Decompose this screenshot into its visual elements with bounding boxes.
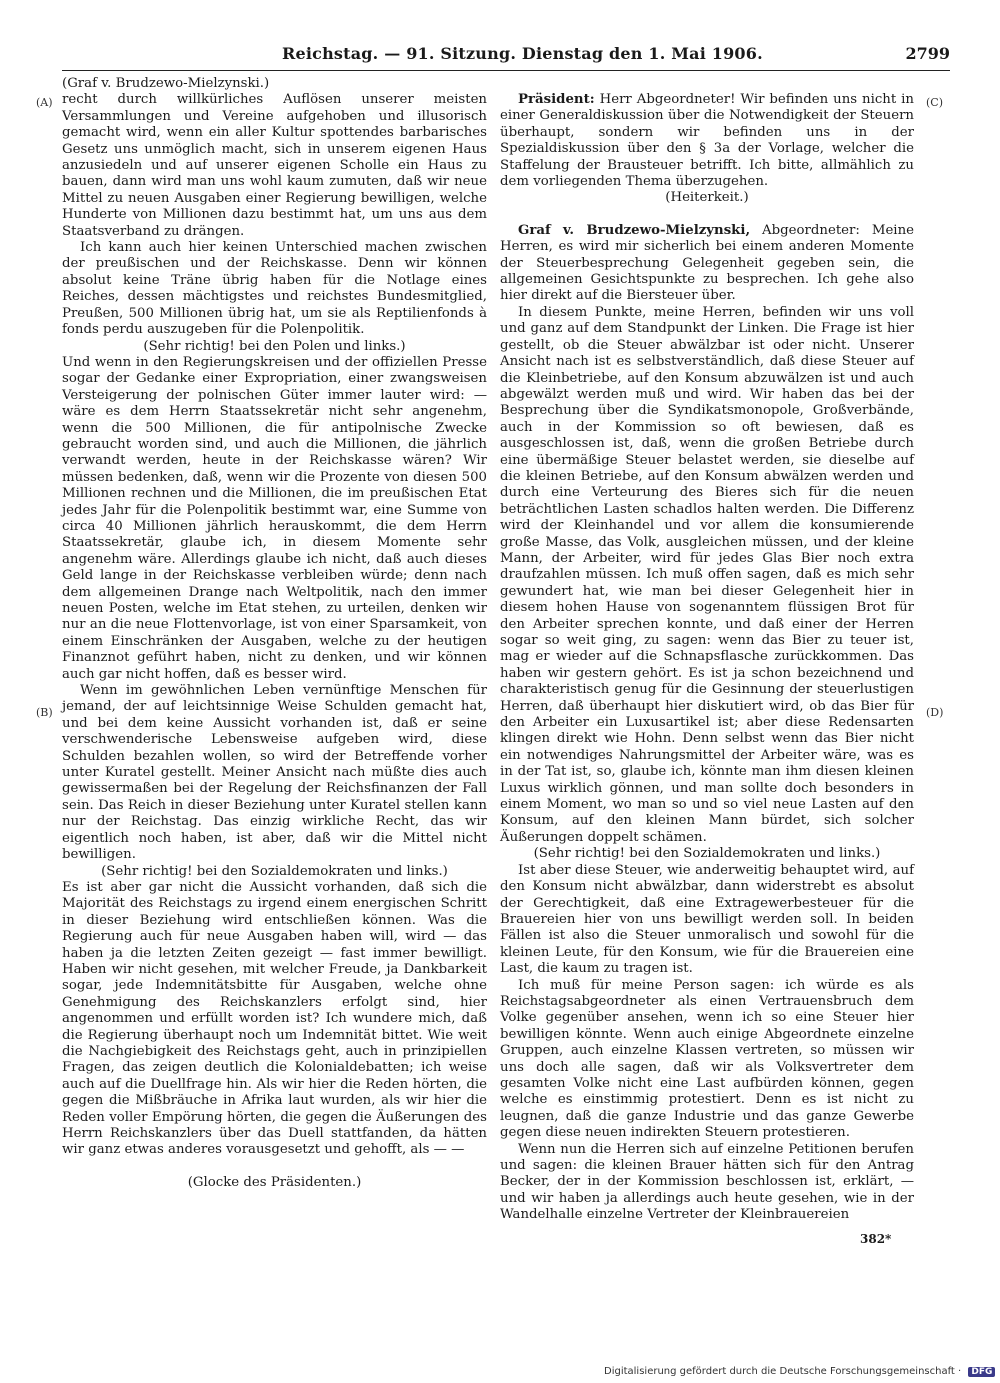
- page-number: 2799: [905, 44, 950, 63]
- header-rule: [62, 70, 950, 71]
- paragraph: Ist aber diese Steuer, wie anderweitig behauptet wird, auf den Konsum nicht abwälzbar, dann widerstrebt es absolut der Gerechtigkeit, daß eine Extragewerbesteuer für die Brauereien hier von uns bewilligt werden soll. In beiden Fällen ist also die Steuer unmoralisch und sowohl für die kleinen Leute, für den Konsum, wie für die Brauereien eine Last, die kaum zu tragen ist.: [500, 862, 914, 977]
- signature-mark: 382*: [860, 1232, 892, 1246]
- president-text: Herr Abgeordneter! Wir befinden uns nicht in einer Generaldiskussion über die Notwendigkeit der Steuern überhaupt, sondern wir befinden uns in der Spezialdiskussion über den § 3a der Vorlage, welcher die Staffelung der Brausteuer betrifft. Ich bitte, allmählich zu dem vorliegenden Thema überzugehen.: [500, 92, 914, 190]
- paragraph: Und wenn in den Regierungskreisen und der offiziellen Presse sogar der Gedanke einer Expropriation, einer zwangsweisen Versteigerung der polnischen Güter immer lauter wird: — wäre es dem Herrn Staatssekretär nicht sehr angenehm, wenn die 500 Millionen, die für antipolnische Zwecke gebraucht worden sind, und auch die Millionen, die jährlich verwandt werden, heute in der Reichskasse wären? Wir müssen bedenken, daß, wenn wir die Prozente von diesen 500 Millionen rechnen und die Millionen, die im preußischen Etat jedes Jahr für die Polenpolitik bestimmt war, eine Summe von circa 40 Millionen jährlich herauskommt, die dem Herrn Staatssekretär, glaube ich, in diesem Momente sehr angenehm wäre. Allerdings glaube ich nicht, daß auch dieses Geld lange in der Reichskasse verbleiben würde; denn nach dem allgemeinen Drange nach Weltpolitik, nach den immer neuen Posten, welche im Etat stehen, zu urteilen, denken wir nur an die neue Flottenvorlage, ist von einer Sparsamkeit, von einem Einschränken der Ausgaben, welche zu der heutigen Finanznot geführt haben, nicht zu denken, und wir können auch gar nicht hoffen, daß es besser wird.: [62, 354, 487, 682]
- margin-mark-c: (C): [926, 96, 943, 109]
- left-column: [62, 76, 487, 1191]
- reaction: (Glocke des Präsidenten.): [187, 1174, 362, 1190]
- reaction: (Sehr richtig! bei den Sozialdemokraten und links.): [101, 863, 448, 879]
- header-title: Reichstag. — 91. Sitzung. Dienstag den 1. Mai 1906.: [282, 44, 763, 63]
- margin-mark-a: (A): [36, 96, 53, 109]
- paragraph: Wenn nun die Herren sich auf einzelne Petitionen berufen und sagen: die kleinen Brauer hätten sich für den Antrag Becker, der in der Kommission beschlossen ist, erklärt, — und wir haben ja allerdings auch heute gesehen, wie in der Wandelhalle einzelne Vertreter der Kleinbrauereien: [500, 1141, 914, 1223]
- paragraph: Ich muß für meine Person sagen: ich würde es als Reichstagsabgeordneter als einen Vertrauensbruch dem Volke gegenüber ansehen, wenn ich so eine Steuer hier bewilligen könnte. Wenn auch einige Abgeordnete einzelne Gruppen, auch einzelne Klassen vertreten, so müssen wir uns doch alle sagen, daß wir als Volksvertreter dem gesamten Volke nicht eine Last aufbürden können, gegen welche es einstimmig protestiert. Denn es ist nicht zu leugnen, daß die ganze Industrie und das ganze Gewerbe gegen diese neuen indirekten Steuern protestieren.: [500, 977, 914, 1141]
- dfg-logo: DFG: [968, 1367, 995, 1377]
- president-label: Präsident:: [518, 92, 595, 107]
- footer-text: Digitalisierung gefördert durch die Deutsche Forschungsgemeinschaft ·: [604, 1366, 962, 1377]
- reaction: (Sehr richtig! bei den Sozialdemokraten und links.): [533, 846, 881, 862]
- paragraph: In diesem Punkte, meine Herren, befinden wir uns voll und ganz auf dem Standpunkt der Linken. Die Frage ist hier gestellt, ob die Steuer abwälzbar ist oder nicht. Unserer Ansicht nach ist es selbstverständlich, daß diese Steuer auf die Kleinbetriebe, auf den Konsum abzuwälzen ist und auch abgewälzt werden muß und wird. Wir haben das bei der Besprechung über die Syndikatsmonopole, Großverbände, auch in der Kommission so oft bewiesen, daß es ausgeschlossen ist, daß, wenn die großen Betriebe durch eine übermäßige Steuer belastet werden, sie dieselbe auf die kleinen Betriebe, auf den Konsum abwälzen werden und durch eine Verteurung des Bieres sich für die neuen beträchtlichen Lasten schadlos halten werden. Die Differenz wird der Kleinhandel und vor allem die konsumierende große Masse, das Volk, ausgleichen müssen, und der kleine Mann, der Arbeiter, wird für jedes Glas Bier noch extra draufzahlen müssen. Ich muß offen sagen, daß es mich sehr gewundert hat, wie man bei dieser Gelegenheit hier in diesem hohen Hause von sogenanntem flüssigen Brot für den Arbeiter sprechen konnte, und daß einer der Herren sogar so weit ging, zu sagen: wenn das Bier zu teuer ist, mag er wieder auf die Schnapsflasche zurückkommen. Das haben wir gestern gehört. Es ist ja schon bezeichnend und charakteristisch genug für die Gesinnung der steuerlustigen Herren, daß überhaupt hier diskutiert wird, ob das Bier für den Arbeiter ein Luxusartikel ist; aber diese Redensarten klingen direkt wie Hohn. Denn selbst wenn das Bier nicht ein notwendiges Nahrungsmittel der Arbeiter wäre, was es in der Tat ist, so, glaube ich, könnte man ihm diesen kleinen Luxus wirklich gönnen, und man sollte doch besonders in einem Moment, wo man so und so viel neue Lasten auf den Konsum, auf den kleinen Mann bürdet, sich solcher Äußerungen doppelt schämen.: [500, 304, 914, 845]
- footer: [604, 1366, 995, 1377]
- speaker-text: Abgeordneter: Meine Herren, es wird mir sicherlich bei einem anderen Momente der Steuerbesprechung Gelegenheit gegeben sein, die allgemeinen Gesichtspunkte zu besprechen. Ich gehe also hier direkt auf die Biersteuer über.: [500, 222, 914, 304]
- reaction: (Sehr richtig! bei den Polen und links.): [143, 338, 406, 354]
- margin-mark-d: (D): [926, 706, 944, 719]
- right-column: [500, 76, 914, 1224]
- president-remark: [500, 92, 914, 190]
- paragraph: recht durch willkürliches Auflösen unserer meisten Versammlungen und Vereine aufgehoben und illusorisch gemacht wird, wenn ein aller Kultur spottendes barbarisches Gesetz uns unmöglich macht, sich in unserem eigenen Haus anzusiedeln und auf unserer eigenen Scholle ein Haus zu bauen, dann wird man uns wohl kaum zumuten, daß wir neue Mittel zu neuen Ausgaben einer Regierung bewilligen, welche Hunderte von Millionen dazu bestimmt hat, um uns aus dem Staatsverband zu drängen.: [62, 92, 487, 239]
- speaker-remark: [500, 223, 914, 305]
- speaker-label: Graf v. Brudzewo-Mielzynski,: [518, 222, 751, 238]
- paragraph: Es ist aber gar nicht die Aussicht vorhanden, daß sich die Majorität des Reichstags zu irgend einem energischen Schritt in dieser Beziehung wird entschließen können. Was die Regierung auch für neue Ausgaben haben will, wird — das haben ja die letzten Zeiten gezeigt — fast immer bewilligt. Haben wir nicht gesehen, mit welcher Freude, ja Dankbarkeit sogar, jede Indemnitätsbitte für Ausgaben, welche ohne Genehmigung des Reichskanzlers erfolgt sind, hier angenommen und erfüllt worden ist? Ich wundere mich, daß die Regierung überhaupt noch um Indemnität bittet. Wie weit die Nachgiebigkeit des Reichstags geht, auch in prinzipiellen Fragen, das zeigen deutlich die Kolonialdebatten; ich weise auch auf die Duellfrage hin. Als wir hier die Reden hörten, die gegen die Mißbräuche in Afrika laut wurden, als wir hier die Reden voller Empörung hörten, die gegen die Äußerungen des Herrn Reichskanzlers über das Duell stattfanden, da hätten wir ganz etwas anderes vorausgesetzt und gehofft, als — —: [62, 879, 487, 1158]
- speaker-continued: (Graf v. Brudzewo-Mielzynski.): [62, 76, 270, 91]
- paragraph: Wenn im gewöhnlichen Leben vernünftige Menschen für jemand, der auf leichtsinnige Weise Schulden gemacht hat, und bei dem keine Aussicht vorhanden ist, daß er seine verschwenderische Lebensweise aufgeben wird, diese Schulden bezahlen wollen, so wird der Betreffende vorher unter Kuratel gestellt. Meiner Ansicht nach müßte dies auch gewissermaßen bei der Regelung der Reichsfinanzen der Fall sein. Das Reich in dieser Beziehung unter Kuratel stellen kann nur der Reichstag. Das einzig wirkliche Recht, das wir eigentlich noch haben, ist aber, daß wir die Mittel nicht bewilligen.: [62, 683, 487, 863]
- margin-mark-b: (B): [36, 706, 53, 719]
- paragraph: Ich kann auch hier keinen Unterschied machen zwischen der preußischen und der Reichskasse. Denn wir können absolut keine Träne übrig haben für die Notlage eines Reiches, dessen mächtigstes und reichstes Bundesmitglied, Preußen, 500 Millionen übrig hat, um sie als Reptilienfonds à fonds perdu auszugeben für die Polenpolitik.: [62, 240, 487, 338]
- running-header: [62, 44, 950, 70]
- reaction: (Heiterkeit.): [665, 190, 749, 206]
